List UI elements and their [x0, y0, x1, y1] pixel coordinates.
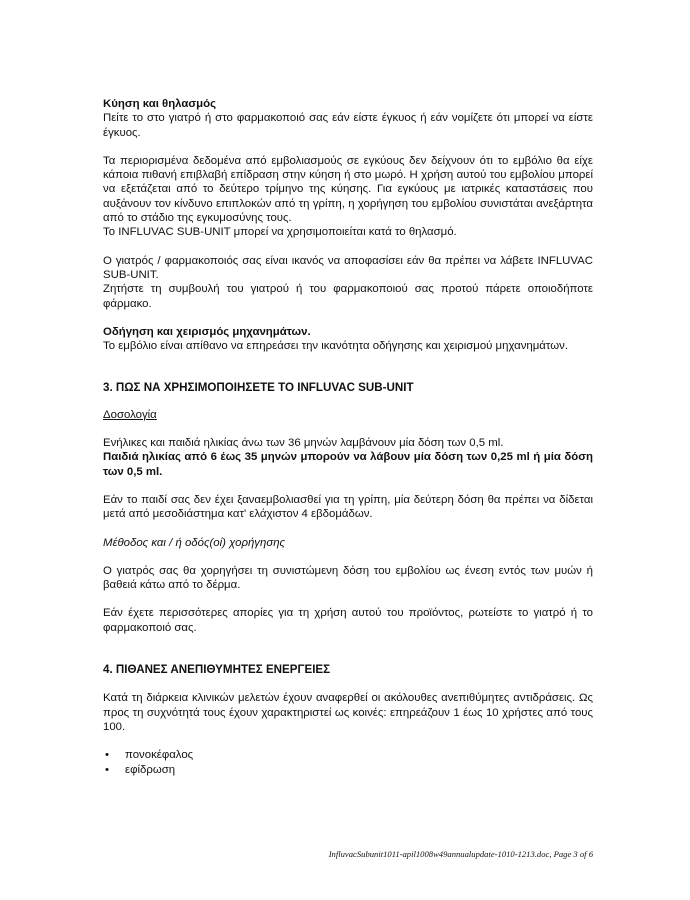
dose-adults: Ενήλικες και παιδιά ηλικίας άνω των 36 μηνών λαμβάνουν μία δόση των 0,5 ml. [103, 437, 504, 450]
side-effects-intro: Κατά τη διάρκεια κλινικών μελετών έχουν αναφερθεί οι ακόλουθες ανεπιθύμητες αντιδράσεις. Ως προς τη συχνότητά τους έχουν χαρακτηριστεί ως κοινές: επηρεάζουν 1 έως 10 χρήστες από τους 100. [103, 692, 593, 733]
dose-children: Παιδιά ηλικίας από 6 έως 35 μηνών μπορούν να λάβουν μία δόση των 0,25 ml ή μία δόση των 0,5 ml. [103, 451, 593, 478]
bullet-icon: • [105, 763, 109, 776]
list-item [103, 763, 593, 777]
method-paragraph: Ο γιατρός σας θα χορηγήσει τη συνιστώμενη δόση του εμβολίου ως ένεση εντός των μυών ή βαθειά κάτω από το δέρμα. [103, 564, 593, 592]
driving-paragraph: Το εμβόλιο είναι απίθανο να επηρεάσει την ικανότητα οδήγησης και χειρισμού μηχανημάτων. [103, 340, 568, 353]
second-dose-paragraph: Εάν το παιδί σας δεν έχει ξαναεμβολιασθεί για τη γρίπη, μία δεύτερη δόση θα πρέπει να δίδεται μετά από μεσοδιάστημα κατ' ελάχιστον 4 εβδομάδων. [103, 493, 593, 521]
driving-heading: Οδήγηση και χειρισμός μηχανημάτων. [103, 325, 311, 338]
pregnancy-paragraph-1: Πείτε το στο γιατρό ή στο φαρμακοποιό σας εάν είστε έγκυος ή εάν νομίζετε ότι μπορεί να είστε έγκυος. [103, 112, 593, 139]
pregnancy-heading: Κύηση και θηλασμός [103, 98, 216, 110]
pregnancy-paragraph-2: Τα περιορισμένα δεδομένα από εμβολιασμούς σε εγκύους δεν δείχνουν ότι το εμβόλιο θα είχε κάποια πιθανή επιβλαβή επίδραση στην κύηση ή στο μωρό. Η χρήση αυτού του εμβολίου μπορεί να εξετάζεται από το δεύτερο τρίμηνο της κύησης. Για εγκύους με ιατρικές καταστάσεις που αυξάνουν τον κίνδυνο επιπλοκών από τη γρίπη, η χορήγηση του εμβολίου συνιστάται ανεξάρτητα από το στάδιο της εγκυμοσύνης τους. [103, 154, 593, 225]
list-item-text: πονοκέφαλος [125, 749, 194, 762]
bullet-icon: • [105, 749, 109, 762]
section-4-title: 4. ΠΙΘΑΝΕΣ ΑΝΕΠΙΘΥΜΗΤΕΣ ΕΝΕΡΓΕΙΕΣ [103, 663, 331, 677]
list-item [103, 748, 593, 762]
pregnancy-paragraph-4: Ο γιατρός / φαρμακοποιός σας είναι ικανός να αποφασίσει εάν θα πρέπει να λάβετε INFLUVAC SUB-UNIT. [103, 254, 593, 281]
page-footer: InfluvacSubunit1011-apil1008w49annualupdate-1010-1213.doc, Page 3 of 6 [328, 849, 593, 859]
method-heading: Μέθοδος και / ή οδός(οί) χορήγησης [103, 536, 286, 549]
questions-paragraph: Εάν έχετε περισσότερες απορίες για τη χρήση αυτού του προϊόντος, ρωτείστε το γιατρό ή το φαρμακοποιό σας. [103, 607, 593, 634]
pregnancy-paragraph-3: Το INFLUVAC SUB-UNIT μπορεί να χρησιμοποιείται κατά το θηλασμό. [103, 226, 457, 239]
list-item-text: εφίδρωση [125, 763, 176, 776]
dosage-heading: Δοσολογία [103, 408, 157, 421]
document-body [103, 97, 593, 777]
pregnancy-paragraph-5: Ζητήστε τη συμβουλή του γιατρού ή του φαρμακοποιού σας προτού πάρετε οποιοδήποτε φάρμακο. [103, 283, 593, 310]
side-effects-list [103, 748, 593, 777]
section-3-title: 3. ΠΩΣ ΝΑ ΧΡΗΣΙΜΟΠΟΙΗΣΕΤΕ ΤΟ INFLUVAC SUB-UNIT [103, 381, 414, 395]
